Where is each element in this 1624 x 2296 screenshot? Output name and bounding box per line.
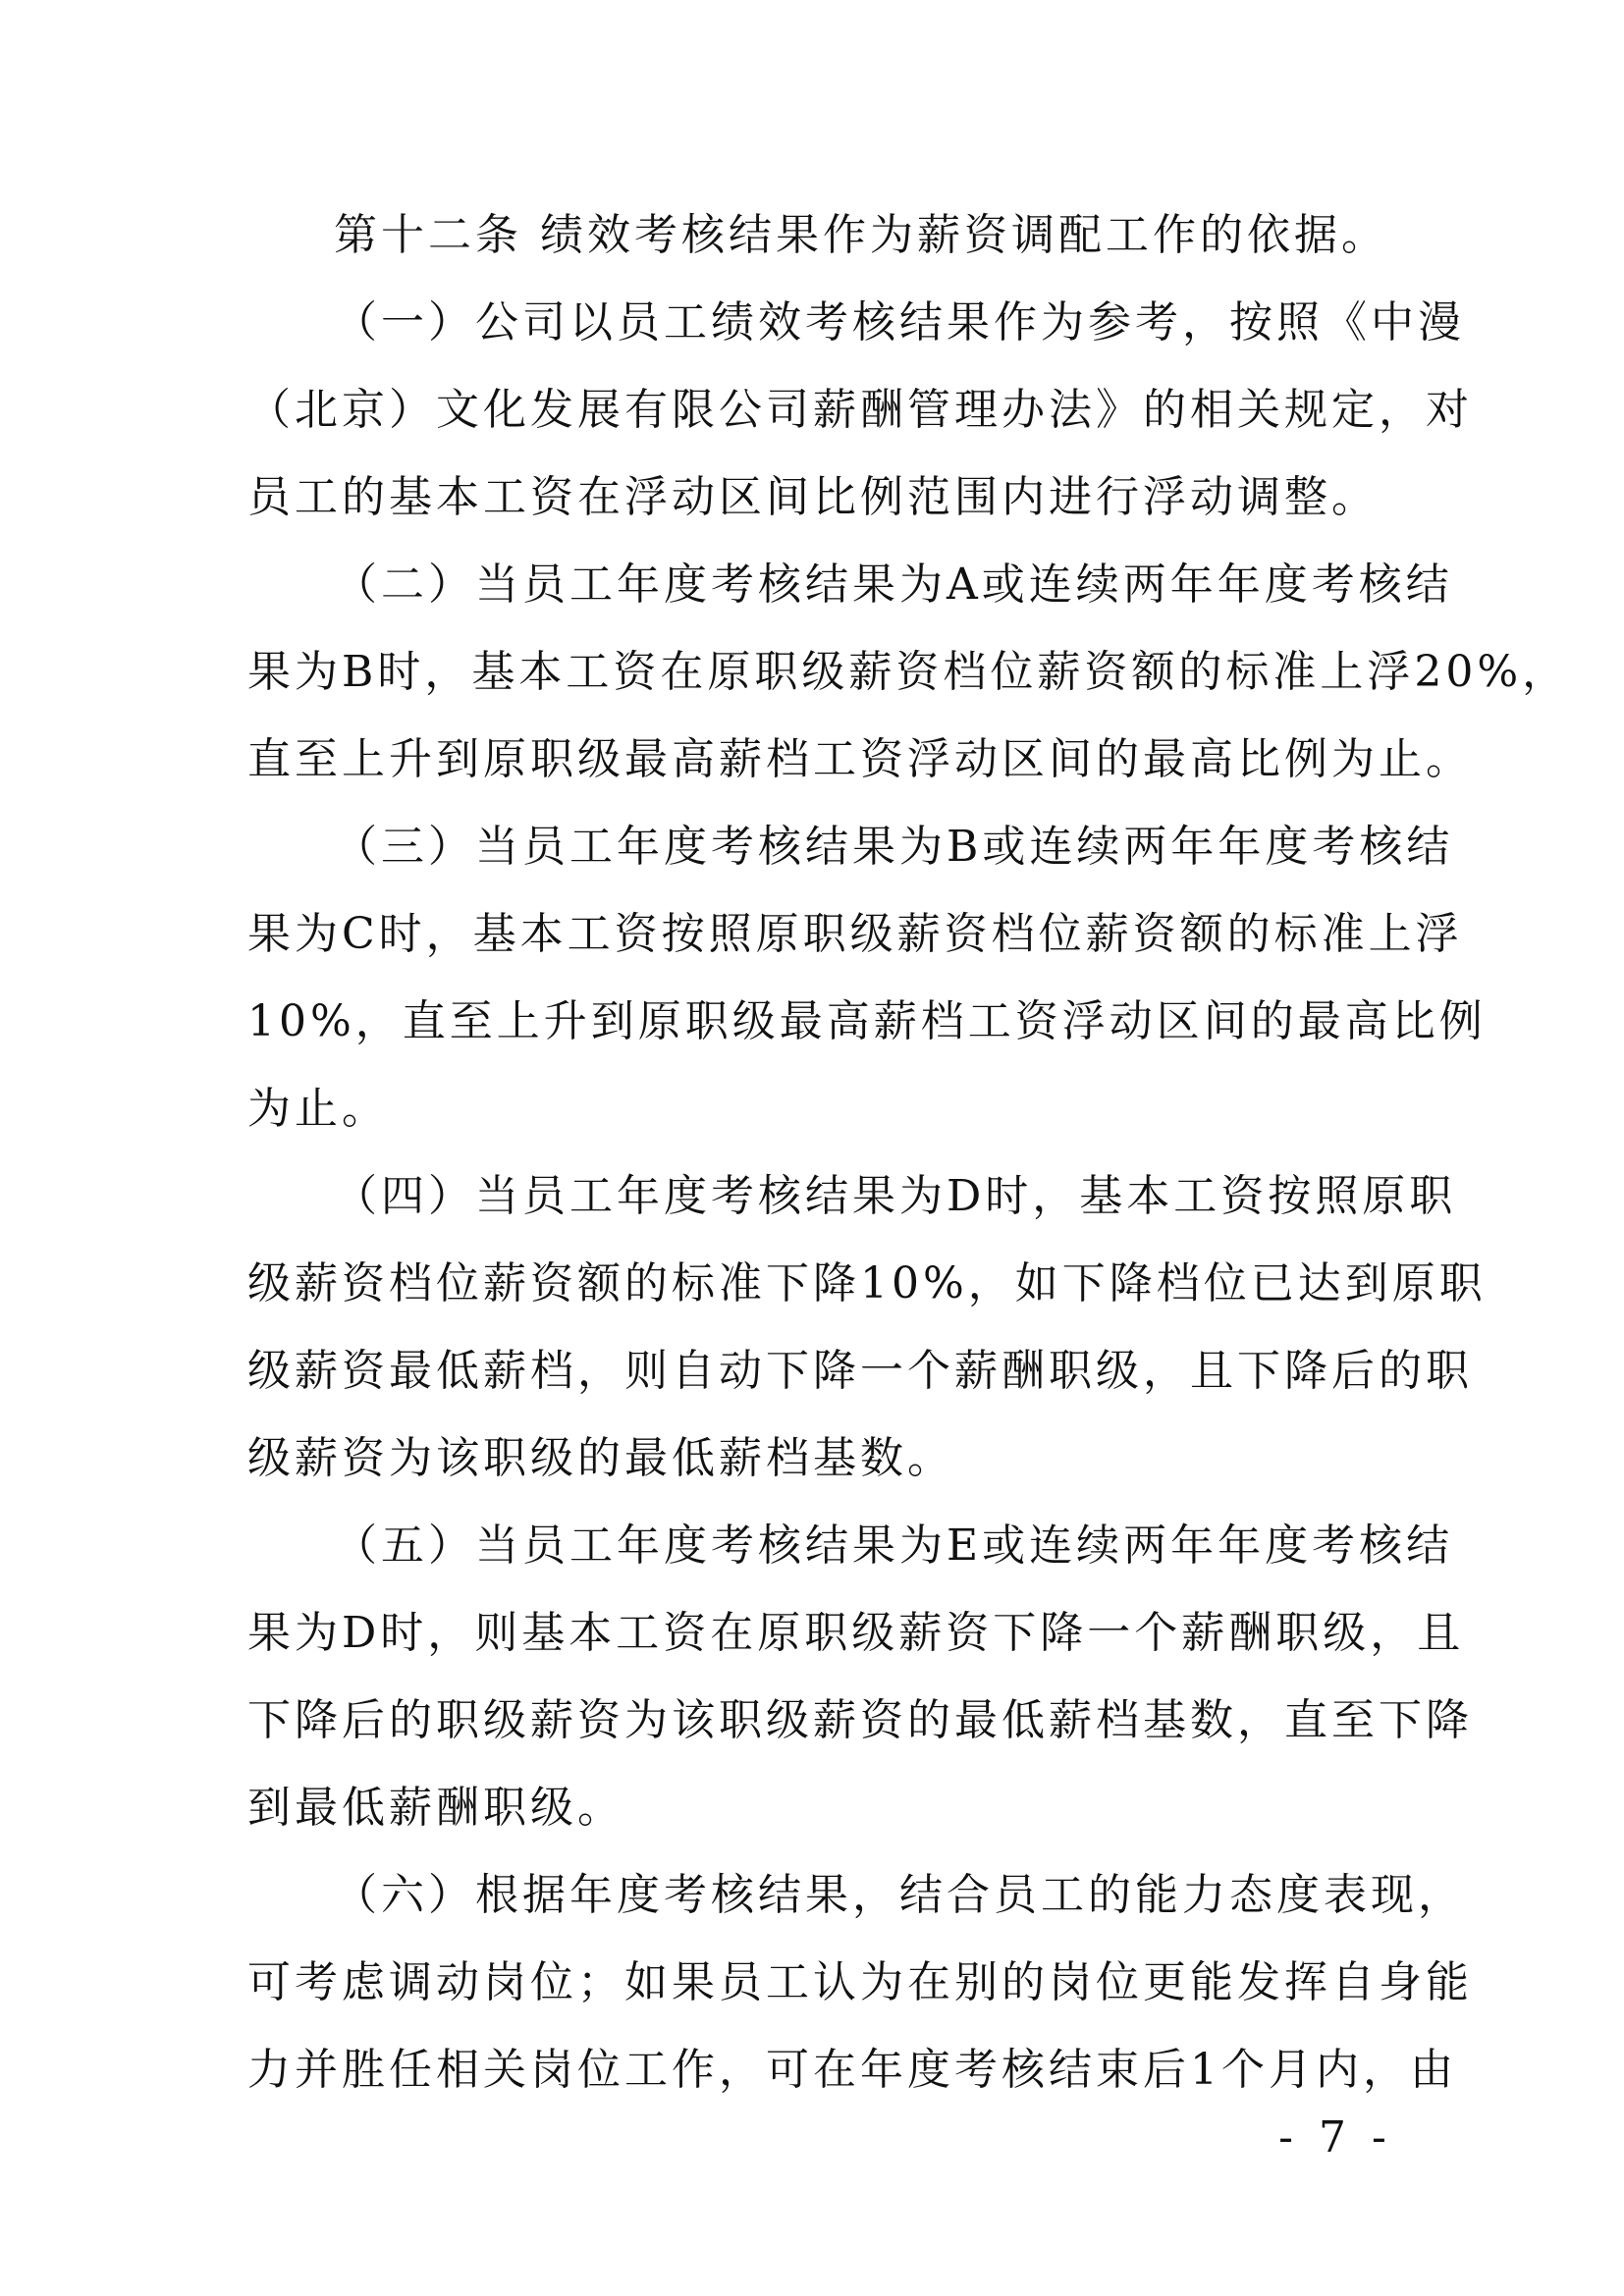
clause-1-line-3: 员工的基本工资在浮动区间比例范围内进行浮动调整。 [247, 472, 1379, 522]
clause-5-line-1: （五）当员工年度考核结果为E或连续两年年度考核结 [334, 1521, 1454, 1571]
article-12-heading: 第十二条 绩效考核结果作为薪资调配工作的依据。 [334, 210, 1388, 260]
clause-4-line-2: 级薪资档位薪资额的标准下降10%，如下降档位已达到原职 [247, 1258, 1487, 1308]
clause-3-line-2: 果为C时，基本工资按照原职级薪资档位薪资额的标准上浮 [247, 909, 1463, 959]
clause-2-line-3: 直至上升到原职级最高薪档工资浮动区间的最高比例为止。 [247, 734, 1473, 784]
clause-5-line-3: 下降后的职级薪资为该职级薪资的最低薪档基数，直至下降 [247, 1695, 1473, 1745]
clause-4-line-1: （四）当员工年度考核结果为D时，基本工资按照原职 [334, 1171, 1457, 1221]
clause-3-line-3: 10%，直至上升到原职级最高薪档工资浮动区间的最高比例 [247, 996, 1487, 1046]
clause-2-line-1: （二）当员工年度考核结果为A或连续两年年度考核结 [334, 560, 1453, 610]
clause-6-line-1: （六）根据年度考核结果，结合员工的能力态度表现， [334, 1870, 1465, 1920]
clause-5-line-4: 到最低薪酬职级。 [247, 1783, 624, 1833]
clause-1-line-1: （一）公司以员工绩效考核结果作为参考，按照《中漫 [334, 297, 1465, 347]
clause-6-line-3: 力并胜任相关岗位工作，可在年度考核结束后1个月内，由 [247, 2045, 1457, 2095]
clause-6-line-2: 可考虑调动岗位；如果员工认为在别的岗位更能发挥自身能 [247, 1957, 1473, 2007]
clause-3-line-1: （三）当员工年度考核结果为B或连续两年年度考核结 [334, 822, 1454, 872]
clause-4-line-4: 级薪资为该职级的最低薪档基数。 [247, 1433, 954, 1483]
page-number: - 7 - [1278, 2112, 1392, 2163]
clause-3-line-4: 为止。 [247, 1084, 389, 1134]
clause-1-line-2: （北京）文化发展有限公司薪酬管理办法》的相关规定，对 [247, 385, 1473, 435]
clause-5-line-2: 果为D时，则基本工资在原职级薪资下降一个薪酬职级，且 [247, 1608, 1465, 1658]
clause-4-line-3: 级薪资最低薪档，则自动下降一个薪酬职级，且下降后的职 [247, 1346, 1473, 1396]
clause-2-line-2: 果为B时，基本工资在原职级薪资档位薪资额的标准上浮20%， [247, 647, 1570, 697]
